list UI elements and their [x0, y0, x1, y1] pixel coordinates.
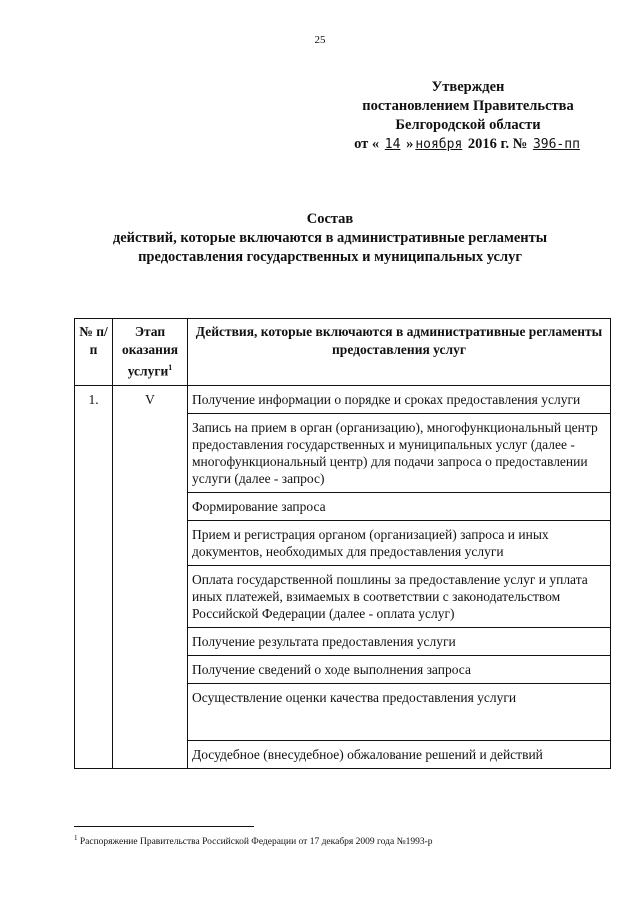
footnote [74, 834, 433, 847]
action-cell: Досудебное (внесудебное) обжалование решений и действий [188, 740, 611, 768]
approval-line-2: постановлением Правительства [362, 98, 574, 114]
footnote-divider [74, 826, 254, 827]
row-number-cell: 1. [75, 385, 113, 768]
table-row [75, 385, 611, 413]
page-number: 25 [314, 34, 326, 46]
approval-line-3: Белгородской области [395, 117, 541, 133]
action-cell: Запись на прием в орган (организацию), многофункциональный центр предоставления государственных и муниципальных услуг (далее - многофункциональный центр) для подачи запроса о предоставлении услуги (далее - запрос) [188, 413, 611, 492]
footnote-text: Распоряжение Правительства Российской Федерации от 17 декабря 2009 года №1993-р [79, 837, 433, 848]
date-prefix: от « [354, 136, 380, 152]
title-line-3: предоставления государственных и муниципальных услуг [138, 249, 522, 265]
header-stage-footnote: 1 [168, 363, 173, 372]
title-line-1: Состав [306, 211, 354, 227]
document-title [60, 210, 600, 267]
approval-line-1: Утвержден [431, 79, 505, 95]
action-cell: Получение информации о порядке и сроках предоставления услуги [188, 385, 611, 413]
approval-stamp [348, 78, 588, 154]
row-stage-cell: V [113, 385, 188, 768]
action-cell: Формирование запроса [188, 492, 611, 520]
header-actions: Действия, которые включаются в административные регламенты предоставления услуг [188, 319, 611, 386]
approval-date-line [348, 135, 588, 154]
footnote-mark: 1 [74, 834, 78, 842]
action-cell: Получение результата предоставления услуги [188, 627, 611, 655]
decree-number: 396-пп [532, 137, 580, 152]
header-stage [113, 319, 188, 386]
date-day: 14 [384, 137, 401, 152]
actions-table [74, 318, 611, 769]
date-year: 2016 г. № [467, 136, 528, 152]
header-stage-label: Этап оказания услуги [121, 324, 179, 379]
date-sep: » [406, 136, 414, 152]
action-cell: Прием и регистрация органом (организацией) запроса и иных документов, необходимых для предоставления услуги [188, 520, 611, 565]
title-line-2: действий, которые включаются в административные регламенты [112, 230, 548, 246]
action-cell: Получение сведений о ходе выполнения запроса [188, 655, 611, 683]
table-header-row [75, 319, 611, 386]
date-month: ноября [415, 137, 463, 152]
action-cell: Осуществление оценки качества предоставления услуги [188, 683, 611, 740]
header-num: № п/п [75, 319, 113, 386]
action-cell: Оплата государственной пошлины за предоставление услуг и уплата иных платежей, взимаемых в соответствии с законодательством Российской Федерации (далее - оплата услуг) [188, 565, 611, 627]
